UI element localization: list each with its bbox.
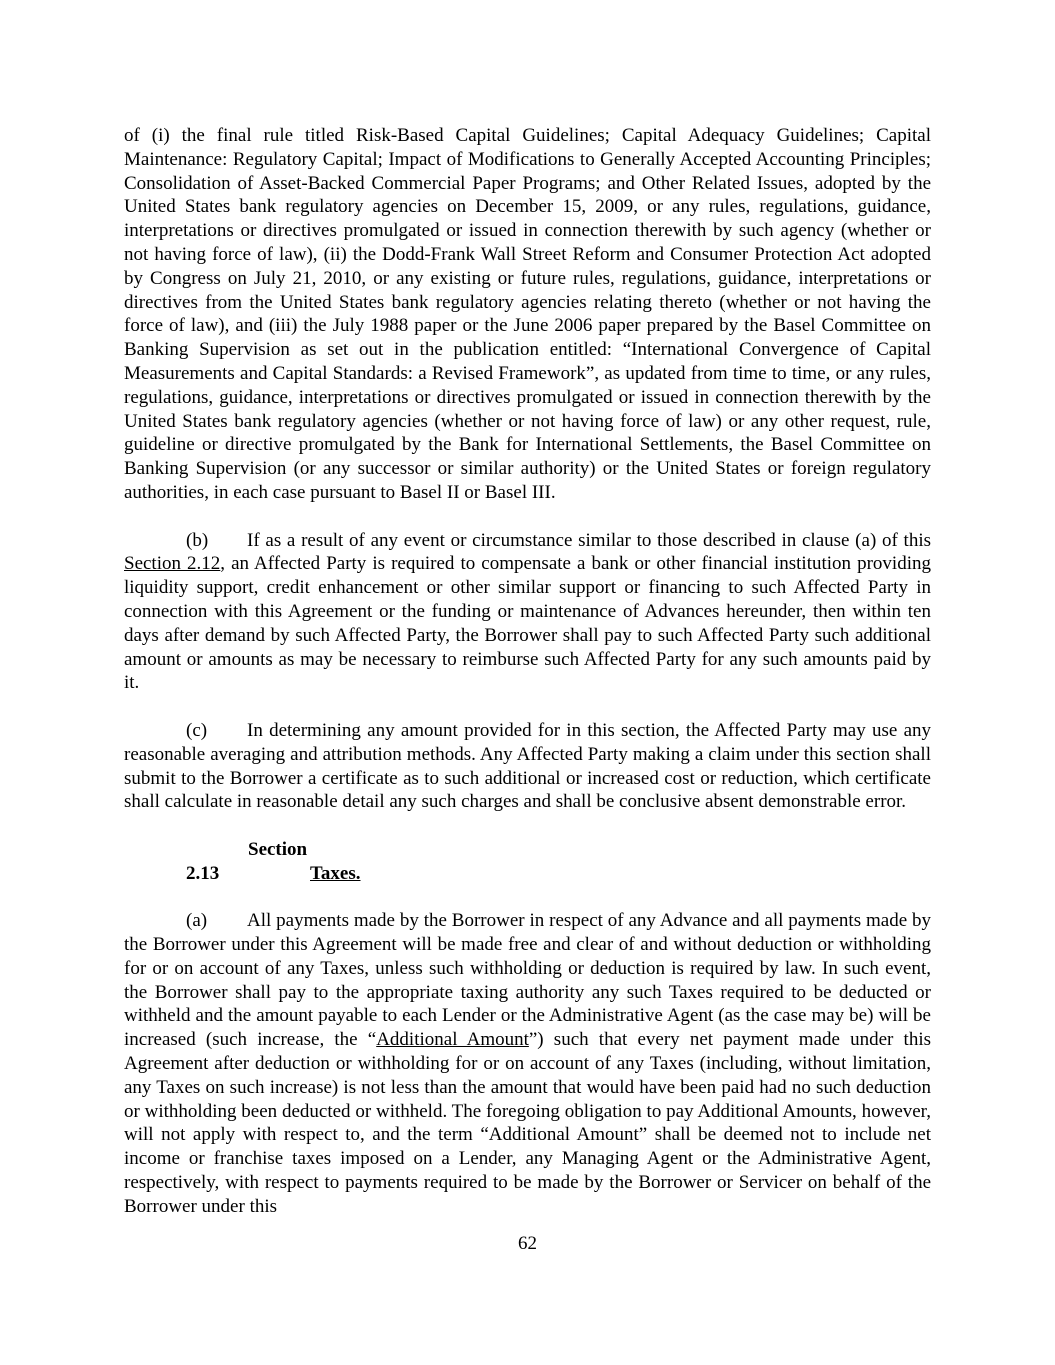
taxes-clause-a-text-before: All payments made by the Borrower in respect of any Advance and all payments made by the Borrower under this Agreement will be made free and clear of and without deduction or withholding for or on account of any Taxes, unless such withholding or deduction is required by law. In such event, the Borrower shall pay to the appropriate taxing authority any such Taxes required to be deducted or withheld and the amount payable to each Lender or the Administrative Agent (as the case may be) will be increased (such increase, the “ [124, 910, 931, 1051]
additional-amount-term: Additional Amount [376, 1029, 529, 1051]
section-2-12-reference: Section 2.12 [124, 553, 221, 575]
continuation-paragraph: of (i) the final rule titled Risk-Based Capital Guidelines; Capital Adequacy Guidelines; Capital Maintenance: Regulatory Capital; Impact of Modifications to Generally Accepted Accounting Principles; Consolidation of Asset-Backed Commercial Paper Programs; and Other Related Issues, adopted by the United States bank regulatory agencies on December 15, 2009, or any rules, regulations, guidance, interpretations or directives promulgated or issued in connection therewith by such agency (whether or not having force of law), (ii) the Dodd-Frank Wall Street Reform and Consumer Protection Act adopted by Congress on July 21, 2010, or any existing or future rules, regulations, guidance, interpretations or directives from the United States bank regulatory agencies relating thereto (whether or not having the force of law), and (iii) the July 1988 paper or the June 2006 paper prepared by the Basel Committee on Banking Supervision as set out in the publication entitled: “International Convergence of Capital Measurements and Capital Standards: a Revised Framework”, as updated from time to time, or any rules, regulations, guidance, interpretations or directives promulgated or issued in connection therewith by the United States bank regulatory agencies (whether or not having force of law) or any other request, rule, guideline or directive promulgated by the Bank for International Settlements, the Basel Committee on Banking Supervision (or any successor or similar authority) or the United States or foreign regulatory authorities, in each case pursuant to Basel II or Basel III. [124, 125, 931, 503]
page-number: 62 [518, 1233, 537, 1254]
clause-c-paragraph [124, 719, 931, 814]
taxes-clause-a-text-after: ”) such that every net payment made under this Agreement after deduction or withholding for or on account of any Taxes (including, without limitation, any Taxes on such increase) is not less than the amount that would have been paid had no such deduction or withholding been deducted or withheld. The foregoing obligation to pay Additional Amounts, however, will not apply with respect to, and the term “Additional Amount” shall be deemed not to include net income or franchise taxes imposed on a Lender, any Managing Agent or the Administrative Agent, respectively, with respect to payments required to be made by the Borrower or Servicer on behalf of the Borrower under this [124, 1029, 932, 1217]
clause-c-text: In determining any amount provided for in this section, the Affected Party may use any reasonable averaging and attribution methods. Any Affected Party making a claim under this section shall submit to the Borrower a certificate as to such additional or increased cost or reduction, which certificate shall calculate in reasonable detail any such charges and shall be conclusive absent demonstrable error. [124, 719, 931, 813]
document-page [124, 124, 931, 1219]
taxes-clause-a-paragraph [124, 909, 931, 1218]
clause-c-label: (c) [186, 719, 208, 741]
section-title: Taxes. [310, 862, 361, 884]
clause-b-text-after: , an Affected Party is required to compensate a bank or other financial institution providing liquidity support, credit enhancement or other similar support or financing to such Affected Party in connection with this Agreement or the funding or maintenance of Advances hereunder, then within ten days after demand by such Affected Party, the Borrower shall pay to such Affected Party such additional amount or amounts as may be necessary to reimburse such Affected Party for any such amounts paid by it. [124, 553, 931, 694]
clause-b-label: (b) [186, 529, 209, 551]
clause-b-paragraph [124, 529, 931, 696]
taxes-clause-a-label: (a) [186, 910, 208, 932]
section-number: Section 2.13 [186, 838, 308, 884]
clause-b-text-before: If as a result of any event or circumstance similar to those described in clause (a) of this [247, 529, 931, 551]
section-heading [124, 838, 931, 886]
